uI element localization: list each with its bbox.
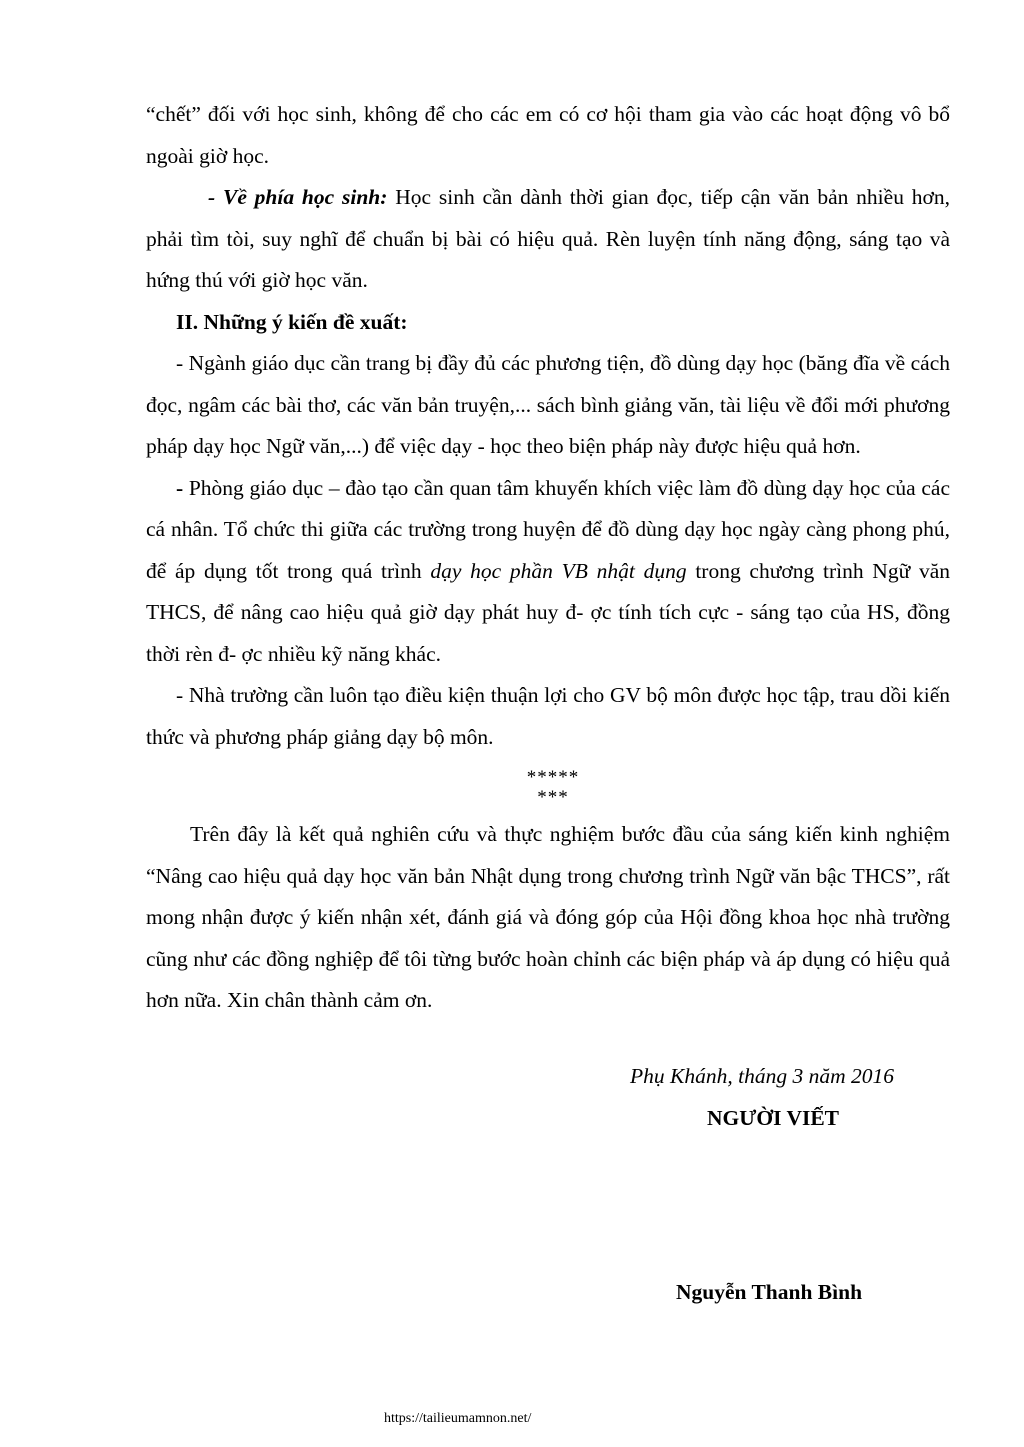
proposal-3: - Nhà trường cần luôn tạo điều kiện thuận lợi cho GV bộ môn được học tập, trau dồi kiến thức và phương pháp giảng dạy bộ môn. — [146, 683, 950, 749]
writer-label: NGƯỜI VIẾT — [707, 1106, 840, 1130]
proposal-1: - Ngành giáo dục cần trang bị đầy đủ các phương tiện, đồ dùng dạy học (băng đĩa về cách đọc, ngâm các bài thơ, các văn bản truyện,... sách bình giảng văn, tài liệu về đổi mới phương pháp dạy học Ngữ văn,...) để việc dạy - học theo biện pháp này được hiệu quả hơn. — [146, 351, 950, 458]
separator-line-1: ***** — [526, 767, 580, 788]
student-side-text: Học sinh cần dành thời gian đọc, tiếp cận văn bản nhiều hơn, phải tìm tòi, suy nghĩ để chuẩn bị bài có hiệu quả. Rèn luyện tính năng động, sáng tạo và hứng thú với giờ học văn. — [146, 185, 951, 292]
proposal-2-text-a: Phòng giáo dục – đào tạo cần quan tâm khuyến khích việc làm đồ dùng dạy học của các cá nhân. Tổ chức thi giữa các trường trong huyện để đồ dùng dạy học ngày càng phong phú, để áp dụng tốt trong quá trình — [146, 475, 950, 583]
proposal-2 — [146, 468, 950, 676]
footer-url[interactable]: https://tailieumamnon.net/ — [384, 1411, 532, 1426]
separator-line-2: *** — [537, 787, 569, 808]
closing-paragraph: Trên đây là kết quả nghiên cứu và thực nghiệm bước đầu của sáng kiến kinh nghiệm “Nâng cao hiệu quả dạy học văn bản Nhật dụng trong chương trình Ngữ văn bậc THCS”, rất mong nhận được ý kiến nhận xét, đánh giá và đóng góp của Hội đồng khoa học nhà trường cũng như các đồng nghiệp để tôi từng bước hoàn chỉnh các biện pháp và áp dụng có hiệu quả hơn nữa. Xin chân thành cảm ơn. — [146, 822, 950, 1012]
date-line: Phụ Khánh, tháng 3 năm 2016 — [630, 1064, 894, 1088]
proposal-2-text-b: trong chương trình Ngữ văn THCS, để nâng cao hiệu quả giờ dạy phát huy đ- ợc tính tích cực - sáng tạo của HS, đồng thời rèn đ- ợc nhiều kỹ năng khác. — [146, 558, 950, 666]
section-heading: II. Những ý kiến đề xuất: — [176, 309, 408, 334]
student-side-paragraph — [146, 177, 950, 302]
section-separator — [146, 768, 950, 808]
proposal-2-italic: dạy học phần VB nhật dụng — [430, 558, 687, 583]
document-body — [146, 94, 950, 1022]
continuation-paragraph: “chết” đối với học sinh, không để cho các em có cơ hội tham gia vào các hoạt động vô bổ ngoài giờ học. — [146, 102, 950, 168]
author-name: Nguyễn Thanh Bình — [676, 1280, 863, 1304]
student-side-label: - Về phía học sinh: — [208, 185, 388, 209]
proposal-2-dash: - — [176, 475, 184, 500]
